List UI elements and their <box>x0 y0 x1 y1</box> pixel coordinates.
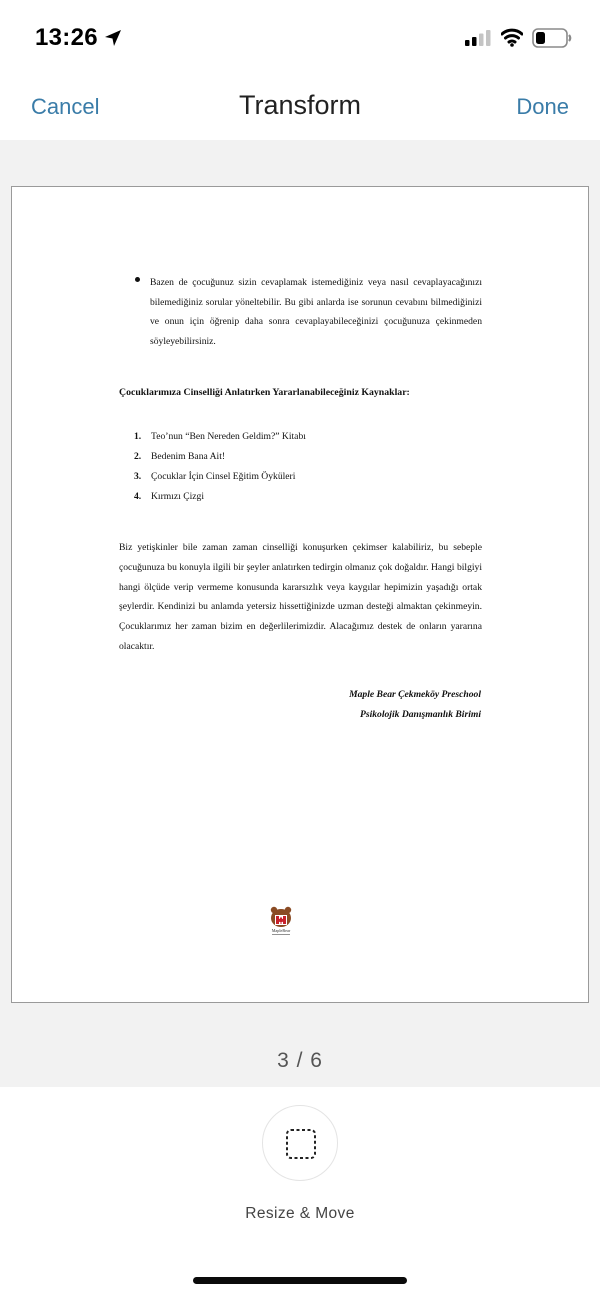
resize-move-button[interactable] <box>262 1105 338 1181</box>
battery-icon <box>532 27 572 49</box>
list-item: 1. Teo’nun “Ben Nereden Geldim?” Kitabı <box>134 431 306 442</box>
svg-text:MapleBear: MapleBear <box>271 928 291 933</box>
nav-bar <box>0 72 600 140</box>
status-bar <box>0 0 600 72</box>
resources-list <box>134 427 306 507</box>
document-page[interactable] <box>11 186 589 1003</box>
resources-heading: Çocuklarımıza Cinselliği Anlatırken Yararlanabileceğiniz Kaynaklar: <box>119 387 410 398</box>
document-canvas <box>0 140 600 1087</box>
cancel-button[interactable]: Cancel <box>31 94 100 119</box>
bullet-icon <box>135 277 140 282</box>
signature-unit: Psikolojik Danışmanlık Birimi <box>359 709 481 720</box>
maple-bear-logo-icon <box>266 905 296 937</box>
closing-paragraph: Biz yetişkinler bile zaman zaman cinselliği konuşurken çekimser kalabiliriz, bu sebeple çocuğunuza bu konuyla ilgili bir şeyler anlatırken tedirgin olmanız çok doğaldır. Hangi bilgiyi hangi ölçüde verip vermeme konusunda kararsızlık veya kaygılar hepimizin yaşadığı ortak şeylerdir. Kendinizi bu anlamda yetersiz hissettiğinizde uzman desteği almaktan çekinmeyin. Çocuklarımız her zaman bizim en değerlilerimizdir. Alacağımız destek de onların yararına olacaktır. <box>119 542 482 652</box>
list-item: 4. Kırmızı Çizgi <box>134 491 205 502</box>
bullet-paragraph: Bazen de çocuğunuz sizin cevaplamak istemediğiniz veya nasıl cevaplayacağınızı bilemediğiniz sorular yöneltebilir. Bu gibi anlarda ise sorunun cevabını bilmediğinizi ve onun için öğrenip daha sonra cevaplayabileceğinizi çocuğunuza çekinmeden söyleyebilirsiniz. <box>150 277 482 347</box>
resize-move-label: Resize & Move <box>245 1205 355 1222</box>
dashed-selection-icon <box>285 1128 317 1160</box>
signal-icon <box>465 30 491 46</box>
signature-school: Maple Bear Çekmeköy Preschool <box>349 689 481 700</box>
home-indicator[interactable] <box>193 1277 407 1284</box>
bottom-toolbar <box>0 1087 600 1297</box>
wifi-icon <box>501 27 523 47</box>
status-time: 13:26 <box>35 24 98 51</box>
list-item: 2. Bedenim Bana Ait! <box>134 451 226 462</box>
done-button[interactable]: Done <box>516 94 569 119</box>
location-arrow-icon <box>103 28 123 48</box>
page-indicator: 3 / 6 <box>277 1049 323 1072</box>
page-title: Transform <box>238 90 361 120</box>
list-item: 3. Çocuklar İçin Cinsel Eğitim Öyküleri <box>134 471 296 482</box>
